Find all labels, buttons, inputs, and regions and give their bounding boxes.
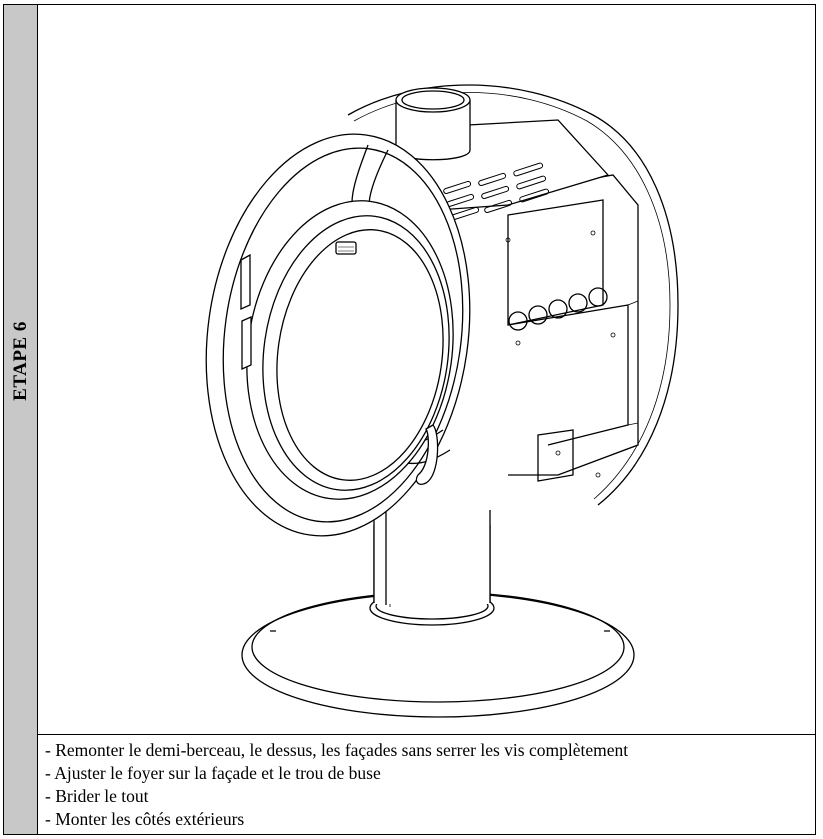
step-label: ETAPE 6 bbox=[9, 321, 31, 402]
stove-assembly-drawing bbox=[38, 5, 816, 733]
instruction-line-2: - Ajuster le foyer sur la façade et le trou de buse bbox=[45, 763, 381, 783]
step-table bbox=[3, 4, 816, 835]
step-sidebar bbox=[4, 5, 38, 834]
figure-cell bbox=[38, 5, 815, 735]
instruction-line-3: - Brider le tout bbox=[45, 786, 149, 806]
instruction-line-1: - Remonter le demi-berceau, le dessus, les façades sans serrer les vis complètement bbox=[45, 740, 629, 760]
instruction-list bbox=[38, 735, 815, 834]
instruction-line-4: - Monter les côtés extérieurs bbox=[45, 809, 245, 829]
